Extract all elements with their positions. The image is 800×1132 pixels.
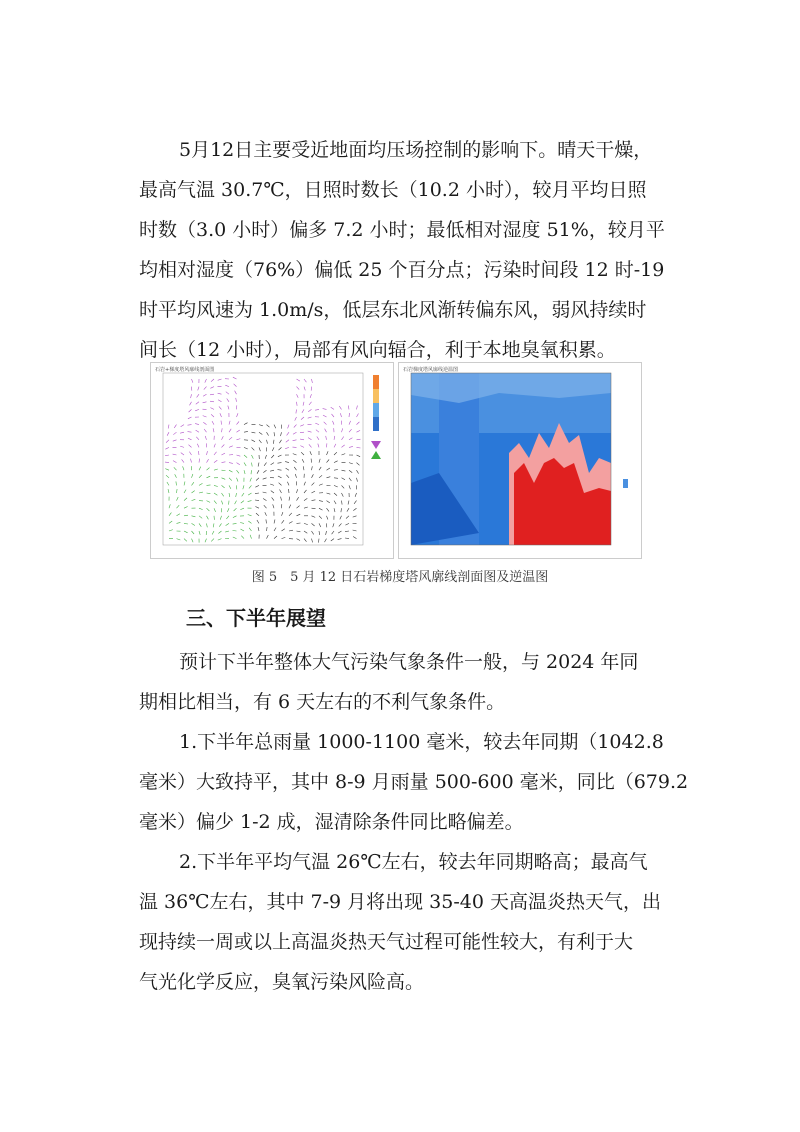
text-line: 气光化学反应，臭氧污染风险高。 — [139, 971, 425, 993]
inversion-figure — [398, 362, 642, 559]
section-heading: 三、下半年展望 — [186, 606, 326, 630]
paragraph-rainfall — [139, 722, 689, 842]
text-line: 毫米）偏少 1-2 成，湿清除条件同比略偏差。 — [139, 811, 524, 833]
text-line: 现持续一周或以上高温炎热天气过程可能性较大，有利于大 — [139, 931, 634, 953]
figure-caption: 图 5 5 月 12 日石岩梯度塔风廓线剖面图及逆温图 — [251, 570, 549, 585]
text-line: 时平均风速为 1.0m/s，低层东北风渐转偏东风，弱风持续时 — [139, 299, 647, 321]
figure-title: 石岩+梯度塔风廓线剖面图 — [155, 367, 215, 373]
inversion-heatmap — [399, 363, 641, 558]
text-line: 均相对湿度（76%）偏低 25 个百分点；污染时间段 12 时-19 — [139, 259, 665, 281]
text-line: 2.下半年平均气温 26℃左右，较去年同期略高；最高气 — [179, 851, 648, 873]
paragraph-weather-may12 — [139, 130, 665, 370]
text-line: 时数（3.0 小时）偏多 7.2 小时；最低相对湿度 51%，较月平 — [139, 219, 665, 241]
paragraph-outlook-intro — [139, 642, 659, 722]
text-line: 5月12日主要受近地面均压场控制的影响下。晴天干燥， — [179, 139, 653, 161]
text-line: 间长（12 小时），局部有风向辐合，利于本地臭氧积累。 — [139, 339, 616, 361]
text-line: 期相比相当，有 6 天左右的不利气象条件。 — [139, 691, 506, 713]
wind-profile-figure — [150, 362, 394, 559]
text-line: 1.下半年总雨量 1000-1100 毫米，较去年同期（1042.8 — [179, 731, 664, 753]
text-line: 毫米）大致持平，其中 8-9 月雨量 500-600 毫米，同比（679.2 — [139, 771, 689, 793]
figure-title: 石岩梯度塔风廓线逆温图 — [403, 367, 459, 373]
text-line: 预计下半年整体大气污染气象条件一般，与 2024 年同 — [179, 651, 639, 673]
paragraph-temperature — [139, 842, 662, 1002]
text-line: 温 36℃左右，其中 7-9 月将出现 35-40 天高温炎热天气，出 — [139, 891, 662, 913]
text-line: 最高气温 30.7℃，日照时数长（10.2 小时），较月平均日照 — [139, 179, 647, 201]
wind-barb-plot — [151, 363, 393, 558]
